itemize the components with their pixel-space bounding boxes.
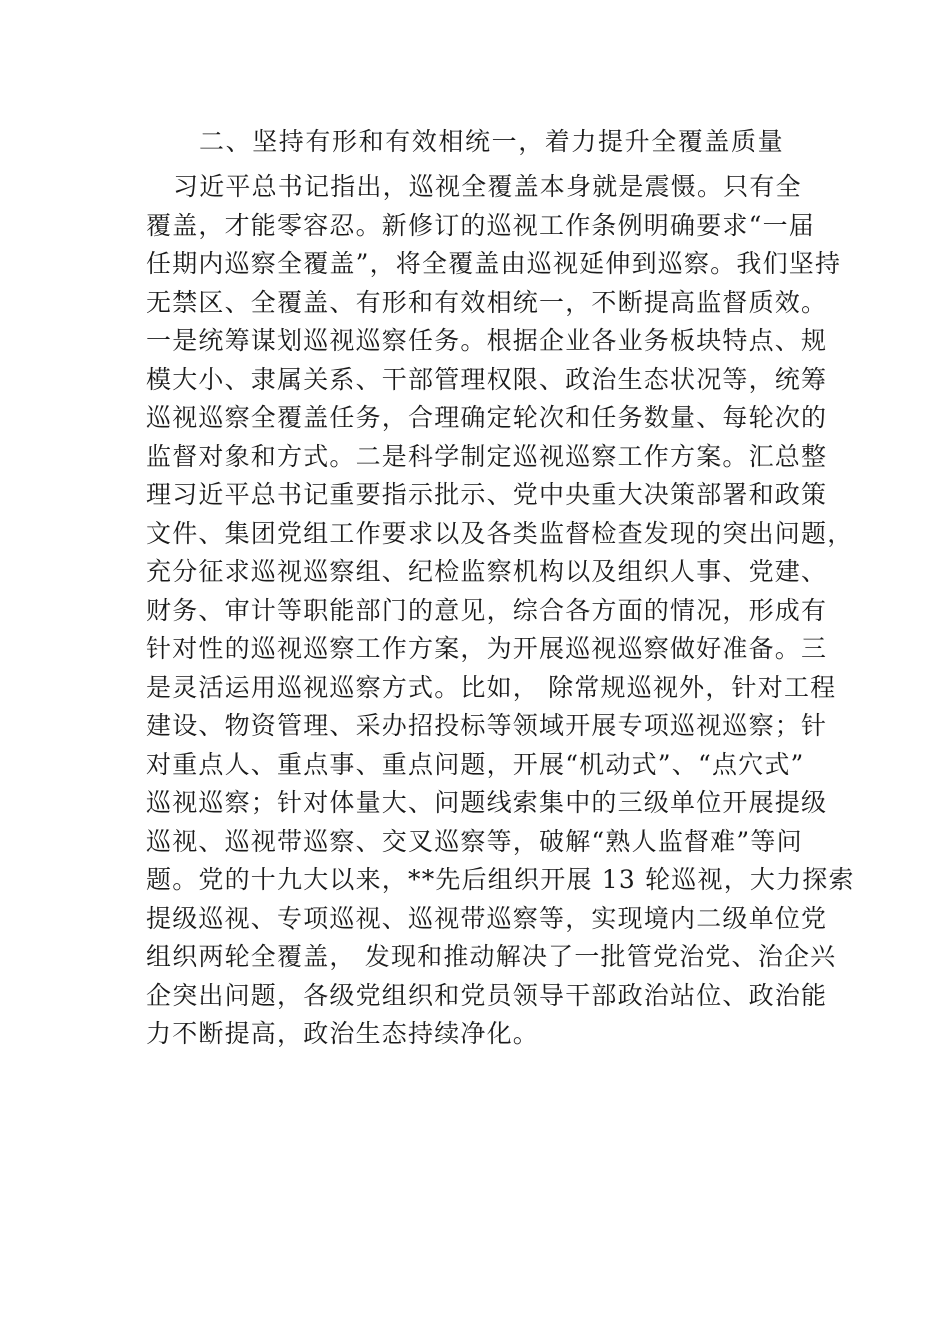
- paragraph-line: 覆盖，才能零容忍。新修订的巡视工作条例明确要求“一届: [146, 210, 815, 240]
- paragraph-line: 针对性的巡视巡察工作方案，为开展巡视巡察做好准备。三: [146, 634, 828, 663]
- paragraph-line: 一是统筹谋划巡视巡察任务。根据企业各业务板块特点、规: [146, 326, 828, 355]
- paragraph-line: 力不断提高，政治生态持续净化。: [146, 1019, 540, 1048]
- paragraph-line: 组织两轮全覆盖， 发现和推动解决了一批管党治党、治企兴: [146, 942, 837, 971]
- paragraph-line: 企突出问题，各级党组织和党员领导干部政治站位、政治能: [146, 980, 828, 1010]
- body-paragraph: [146, 168, 855, 1054]
- paragraph-line: 文件、集团党组工作要求以及各类监督检查发现的突出问题，: [146, 518, 854, 548]
- paragraph-line: 建设、物资管理、采办招投标等领域开展专项巡视巡察；针: [146, 711, 828, 740]
- section-heading: 二、坚持有形和有效相统一，着力提升全覆盖质量: [199, 127, 785, 156]
- paragraph-line: 巡视巡察；针对体量大、问题线索集中的三级单位开展提级: [146, 788, 828, 817]
- paragraph-line: 充分征求巡视巡察组、纪检监察机构以及组织人事、党建、: [146, 557, 828, 586]
- paragraph-line: 巡视巡察全覆盖任务，合理确定轮次和任务数量、每轮次的: [146, 403, 828, 432]
- paragraph-line: 财务、审计等职能部门的意见，综合各方面的情况，形成有: [146, 595, 828, 625]
- paragraph-line: 习近平总书记指出，巡视全覆盖本身就是震慑。只有全: [173, 172, 802, 201]
- paragraph-line: 任期内巡察全覆盖”，将全覆盖由巡视延伸到巡察。我们坚持: [146, 249, 842, 278]
- paragraph-line: 理习近平总书记重要指示批示、党中央重大决策部署和政策: [146, 480, 828, 509]
- paragraph-line: 巡视、巡视带巡察、交叉巡察等，破解“熟人监督难”等问: [146, 826, 803, 856]
- paragraph-line: 对重点人、重点事、重点问题，开展“机动式”、“点穴式”: [146, 749, 805, 779]
- paragraph-line: 监督对象和方式。二是科学制定巡视巡察工作方案。汇总整: [146, 441, 828, 471]
- paragraph-line: 无禁区、全覆盖、有形和有效相统一，不断提高监督质效。: [146, 287, 828, 317]
- paragraph-line: 题。党的十九大以来，**先后组织开展 13 轮巡视，大力探索: [146, 865, 855, 894]
- paragraph-line: 提级巡视、专项巡视、巡视带巡察等，实现境内二级单位党: [146, 903, 828, 933]
- paragraph-line: 是灵活运用巡视巡察方式。比如， 除常规巡视外，针对工程: [146, 672, 837, 702]
- paragraph-line: 模大小、隶属关系、干部管理权限、政治生态状况等，统筹: [146, 364, 828, 394]
